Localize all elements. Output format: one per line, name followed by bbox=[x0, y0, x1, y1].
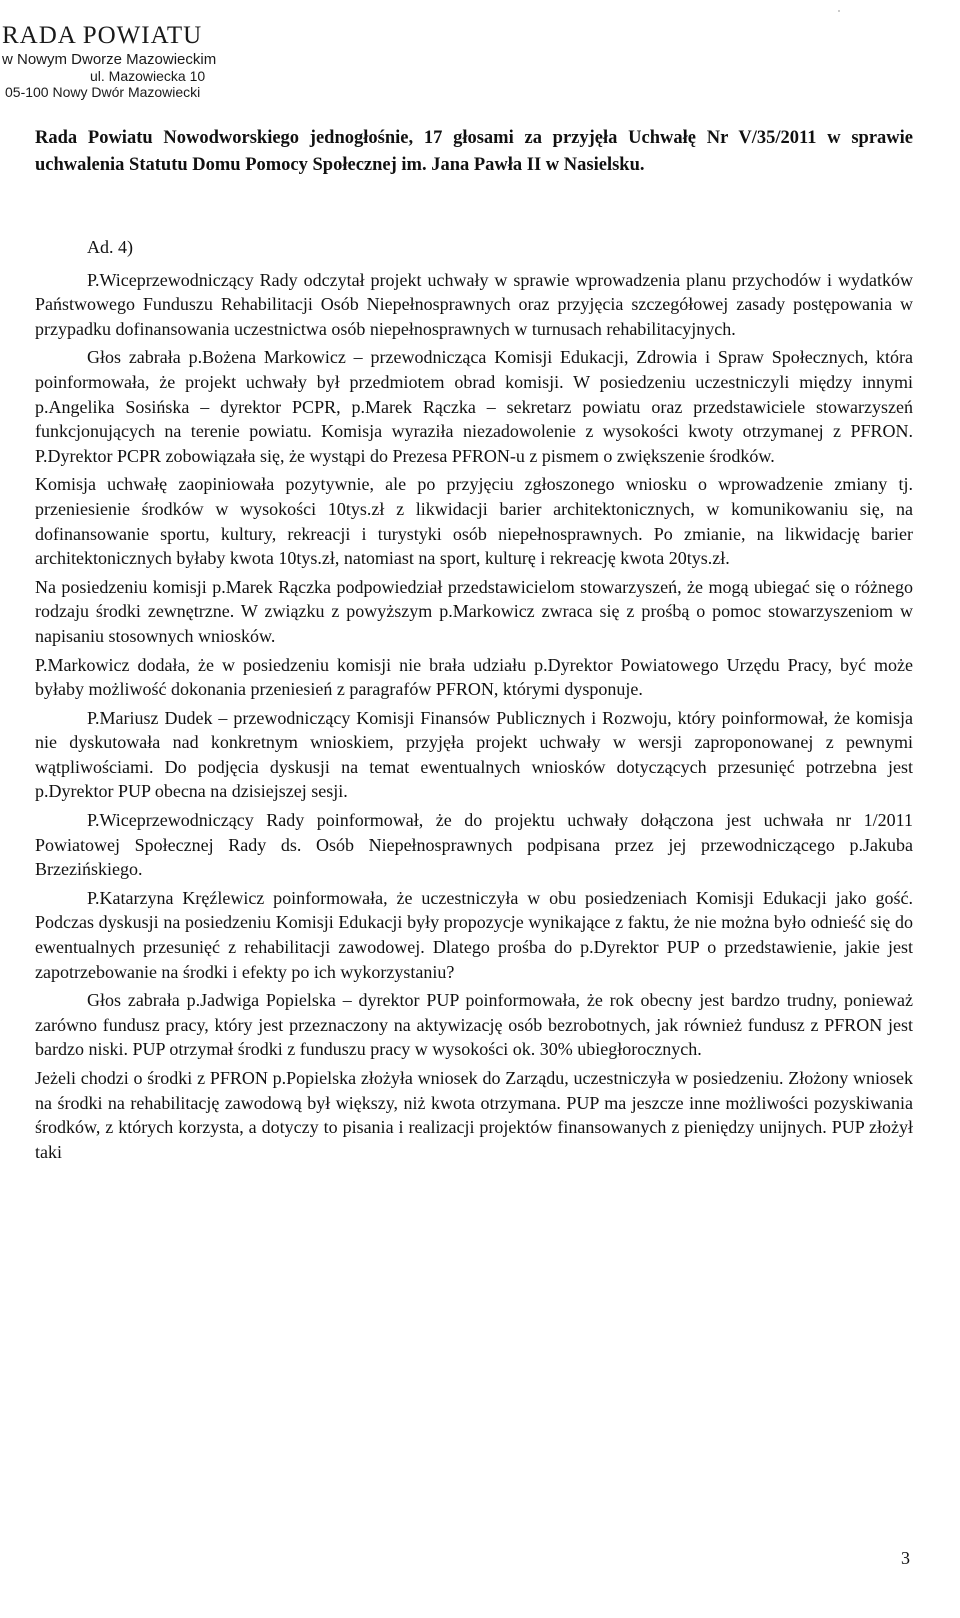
resolution-heading: Rada Powiatu Nowodworskiego jednogłośnie, 17 głosami za przyjęła Uchwałę Nr V/35/2011 w sprawie uchwalenia Statutu Domu Pomocy Społecznej im. Jana Pawła II w Nasielsku. bbox=[35, 128, 913, 175]
council-stamp bbox=[2, 22, 216, 100]
paragraph: Głos zabrała p.Bożena Markowicz – przewodnicząca Komisji Edukacji, Zdrowia i Spraw Społecznych, która poinformowała, że projekt uchwały był przedmiotem obrad komisji. W posiedzeniu uczestniczyli między innymi p.Angelika Sosińska – dyrektor PCPR, p.Marek Rączka – sekretarz powiatu oraz przedstawiciele stowarzyszeń funkcjonujących na terenie powiatu. Komisja wyraziła niezadowolenie z wysokości kwoty otrzymanej z PFRON. P.Dyrektor PCPR zobowiązała się, że wystąpi do Prezesa PFRON-u z pismem o zwiększenie środków. bbox=[35, 347, 913, 466]
stamp-title: RADA POWIATU bbox=[2, 22, 203, 49]
paragraph: Jeżeli chodzi o środki z PFRON p.Popielska złożyła wniosek do Zarządu, uczestniczyła w posiedzeniu. Złożony wniosek na środki na rehabilitację zawodową był większy, niż kwota otrzymana. PUP ma jeszcze inne możliwości pozyskiwania środków, z których korzysta, a dotyczy to pisania i realizacji projektów finansowanych z pieniędzy unijnych. PUP złożył taki bbox=[35, 1068, 913, 1162]
stamp-location: w Nowym Dworze Mazowieckim bbox=[2, 50, 217, 68]
stamp-street: ul. Mazowiecka 10 bbox=[90, 68, 206, 84]
paragraph: Komisja uchwałę zaopiniowała pozytywnie, ale po przyjęciu zgłoszonego wniosku o wprowadzenie zmiany tj. przeniesienie środków w wysokości 10tys.zł z likwidacji barier architektonicznych, w komunikowaniu się, na dofinansowanie sportu, kultury, rekreacji i turystyki osób niepełnosprawnych. Po zmianie, na likwidację barier architektonicznych byłaby kwota 10tys.zł, natomiast na sport, kulturę i rekreację kwota 20tys.zł. bbox=[35, 474, 913, 569]
paragraph: Na posiedzeniu komisji p.Marek Rączka podpowiedział przedstawicielom stowarzyszeń, że mogą ubiegać się o różnego rodzaju środki zewnętrzne. W związku z powyższym p.Markowicz zwraca się z prośbą o pomoc stowarzyszeniom w napisaniu stosownych wniosków. bbox=[35, 576, 913, 646]
document-body bbox=[35, 235, 913, 1168]
stamp-postcode: 05-100 Nowy Dwór Mazowiecki bbox=[5, 84, 201, 101]
paragraph: P.Markowicz dodała, że w posiedzeniu komisji nie brała udziału p.Dyrektor Powiatowego Urzędu Pracy, być może byłaby możliwość dokonania przeniesień z paragrafów PFRON, którymi dysponuje. bbox=[35, 654, 913, 700]
paragraph: P.Wiceprzewodniczący Rady odczytał projekt uchwały w sprawie wprowadzenia planu przychodów i wydatków Państwowego Funduszu Rehabilitacji Osób Niepełnosprawnych oraz przyjęcia szczegółowej zasady postępowania w przypadku dofinansowania uczestnictwa osób niepełnosprawnych w turnusach rehabilitacyjnych. bbox=[35, 269, 913, 339]
agenda-item-label: Ad. 4) bbox=[87, 237, 133, 257]
paragraph: P.Wiceprzewodniczący Rady poinformował, że do projektu uchwały dołączona jest uchwała nr 1/2011 Powiatowej Społecznej Rady ds. Osób Niepełnosprawnych podpisana przez jej przewodniczącego p.Jakuba Brzezińskiego. bbox=[35, 810, 913, 880]
page-number: 3 bbox=[901, 1548, 910, 1568]
paragraph: P.Katarzyna Kręźlewicz poinformowała, że uczestniczyła w obu posiedzeniach Komisji Edukacji jako gość. Podczas dyskusji na posiedzeniu Komisji Edukacji były propozycje wynikające z faktu, że nie można było odnieść się do ewentualnych przesunięć z rehabilitacji zawodowej. Dlatego prośba do p.Dyrektor PUP o przedstawienie, jakie jest zapotrzebowanie na środki i efekty po ich wykorzystaniu? bbox=[35, 887, 913, 982]
scan-speck bbox=[838, 10, 840, 12]
paragraph: Głos zabrała p.Jadwiga Popielska – dyrektor PUP poinformowała, że rok obecny jest bardzo trudny, ponieważ zarówno fundusz pracy, który jest przeznaczony na aktywizację osób bezrobotnych, jak również fundusz z PFRON jest bardzo niski. PUP otrzymał środki z funduszu pracy w wysokości ok. 30% ubiegłorocznych. bbox=[35, 990, 913, 1060]
paragraph: P.Mariusz Dudek – przewodniczący Komisji Finansów Publicznych i Rozwoju, który poinformował, że komisja nie dyskutowała nad konkretnym wnioskiem, przyjęła projekt uchwały w wersji zaproponowanej z pewnymi wątpliwościami. Do podjęcia dyskusji na temat ewentualnych wniosków dotyczących przesunięć potrzebna jest p.Dyrektor PUP obecna na dzisiejszej sesji. bbox=[35, 707, 913, 802]
